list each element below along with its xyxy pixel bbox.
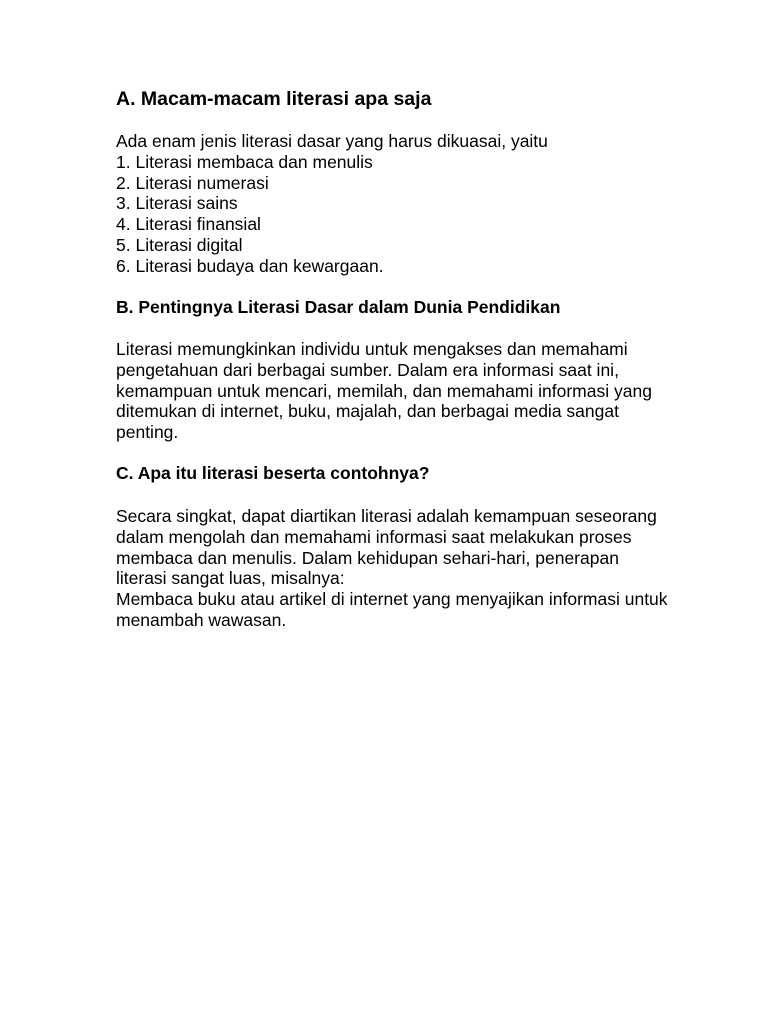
paragraph-line: penting.	[116, 422, 179, 443]
section-a-title: A. Macam-macam literasi apa saja	[116, 88, 432, 110]
paragraph-line: kemampuan untuk mencari, memilah, dan memahami informasi yang	[116, 380, 652, 401]
section-a-body	[116, 131, 548, 277]
section-c-title: C. Apa itu literasi beserta contohnya?	[116, 463, 430, 483]
paragraph-line: ditemukan di internet, buku, majalah, dan berbagai media sangat	[116, 401, 619, 422]
paragraph-line: Membaca buku atau artikel di internet yang menyajikan informasi untuk	[116, 589, 668, 610]
list-item: 2. Literasi numerasi	[116, 172, 269, 193]
paragraph-line: membaca dan menulis. Dalam kehidupan sehari-hari, penerapan	[116, 547, 619, 568]
list-item: 6. Literasi budaya dan kewargaan.	[116, 255, 384, 276]
paragraph-line: menambah wawasan.	[116, 609, 287, 630]
paragraph-line: Literasi memungkinkan individu untuk mengakses dan memahami	[116, 339, 628, 359]
section-b-paragraph	[116, 339, 652, 443]
paragraph-line: Secara singkat, dapat diartikan literasi adalah kemampuan seseorang	[116, 506, 657, 526]
paragraph-line: pengetahuan dari berbagai sumber. Dalam era informasi saat ini,	[116, 359, 619, 380]
list-item: 4. Literasi finansial	[116, 214, 261, 235]
paragraph-line: literasi sangat luas, misalnya:	[116, 568, 345, 589]
list-item: 5. Literasi digital	[116, 234, 243, 255]
list-item: 1. Literasi membaca dan menulis	[116, 151, 373, 172]
section-b-title: B. Pentingnya Literasi Dasar dalam Dunia Pendidikan	[116, 297, 561, 317]
list-item: 3. Literasi sains	[116, 193, 238, 214]
paragraph-line: dalam mengolah dan memahami informasi saat melakukan proses	[116, 526, 632, 547]
section-c-paragraph	[116, 506, 668, 631]
section-a-intro: Ada enam jenis literasi dasar yang harus dikuasai, yaitu	[116, 131, 548, 151]
